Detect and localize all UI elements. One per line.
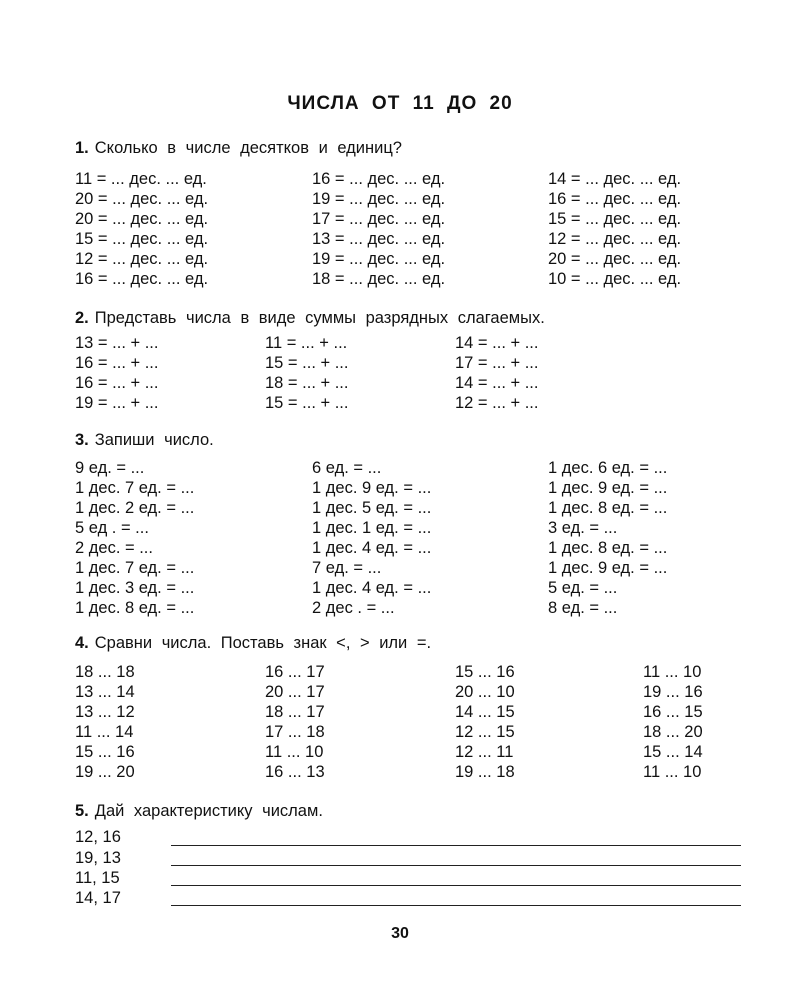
exercise-item: 6 ед. = ...	[312, 459, 382, 477]
exercise-item: 1 дес. 3 ед. = ...	[75, 579, 195, 597]
exercise-item: 5 ед . = ...	[75, 519, 149, 537]
exercise-item: 2 дес . = ...	[312, 599, 395, 617]
exercise-item: 12 = ... дес. ... ед.	[548, 230, 682, 248]
exercise-item: 5 ед. = ...	[548, 579, 618, 597]
exercise-item: 15 ... 14	[643, 743, 703, 761]
exercise-item: 12 ... 15	[455, 723, 515, 741]
exercise-item: 18 = ... + ...	[265, 374, 349, 392]
exercise-item: 19 = ... дес. ... ед.	[312, 250, 446, 268]
exercise-item: 14 = ... дес. ... ед.	[548, 170, 682, 188]
exercise-item: 3 ед. = ...	[548, 519, 618, 537]
task-number: 2.	[75, 309, 89, 327]
exercise-item: 17 ... 18	[265, 723, 325, 741]
exercise-item: 16 = ... дес. ... ед.	[312, 170, 446, 188]
exercise-item: 1 дес. 5 ед. = ...	[312, 499, 432, 517]
exercise-item: 1 дес. 8 ед. = ...	[548, 539, 668, 557]
exercise-item: 11 ... 10	[643, 763, 702, 781]
exercise-item: 1 дес. 8 ед. = ...	[75, 599, 195, 617]
exercise-item: 1 дес. 4 ед. = ...	[312, 579, 432, 597]
task-number: 4.	[75, 634, 89, 652]
task-text: Дай характеристику числам.	[94, 802, 323, 820]
exercise-item: 9 ед. = ...	[75, 459, 145, 477]
exercise-item: 1 дес. 2 ед. = ...	[75, 499, 195, 517]
exercise-item: 20 ... 17	[265, 683, 325, 701]
task-3-heading	[75, 431, 214, 450]
exercise-item: 13 ... 12	[75, 703, 135, 721]
characteristic-numbers: 19, 13	[75, 849, 121, 867]
answer-line[interactable]	[171, 845, 741, 846]
characteristic-numbers: 11, 15	[75, 869, 120, 887]
task-4-heading	[75, 634, 431, 653]
exercise-item: 14 = ... + ...	[455, 374, 539, 392]
exercise-item: 1 дес. 6 ед. = ...	[548, 459, 668, 477]
exercise-item: 12 = ... дес. ... ед.	[75, 250, 209, 268]
exercise-item: 18 ... 20	[643, 723, 703, 741]
exercise-item: 20 = ... дес. ... ед.	[75, 190, 209, 208]
task-number: 5.	[75, 802, 89, 820]
exercise-item: 20 = ... дес. ... ед.	[548, 250, 682, 268]
exercise-item: 14 ... 15	[455, 703, 515, 721]
answer-line[interactable]	[171, 885, 741, 886]
exercise-item: 17 = ... + ...	[455, 354, 539, 372]
exercise-item: 13 = ... + ...	[75, 334, 159, 352]
exercise-item: 1 дес. 9 ед. = ...	[548, 479, 668, 497]
task-number: 1.	[75, 139, 89, 157]
page-number: 30	[391, 925, 409, 942]
exercise-item: 7 ед. = ...	[312, 559, 382, 577]
answer-line[interactable]	[171, 865, 741, 866]
exercise-item: 11 = ... дес. ... ед.	[75, 170, 207, 188]
exercise-item: 1 дес. 9 ед. = ...	[312, 479, 432, 497]
exercise-item: 1 дес. 4 ед. = ...	[312, 539, 432, 557]
exercise-item: 19 = ... дес. ... ед.	[312, 190, 446, 208]
exercise-item: 1 дес. 7 ед. = ...	[75, 479, 195, 497]
exercise-item: 13 ... 14	[75, 683, 135, 701]
exercise-item: 15 ... 16	[75, 743, 135, 761]
task-5-heading	[75, 802, 323, 821]
exercise-item: 18 ... 18	[75, 663, 135, 681]
page-title: ЧИСЛА ОТ 11 ДО 20	[287, 93, 513, 114]
exercise-item: 15 = ... дес. ... ед.	[75, 230, 209, 248]
exercise-item: 19 ... 18	[455, 763, 515, 781]
exercise-item: 10 = ... дес. ... ед.	[548, 270, 682, 288]
exercise-item: 2 дес. = ...	[75, 539, 153, 557]
answer-line[interactable]	[171, 905, 741, 906]
exercise-item: 8 ед. = ...	[548, 599, 618, 617]
exercise-item: 13 = ... дес. ... ед.	[312, 230, 446, 248]
exercise-item: 14 = ... + ...	[455, 334, 539, 352]
exercise-item: 11 ... 10	[643, 663, 702, 681]
task-1-heading	[75, 139, 402, 158]
exercise-item: 20 ... 10	[455, 683, 515, 701]
exercise-item: 11 ... 14	[75, 723, 134, 741]
task-number: 3.	[75, 431, 89, 449]
characteristic-numbers: 12, 16	[75, 828, 121, 846]
exercise-item: 16 ... 15	[643, 703, 703, 721]
exercise-item: 18 = ... дес. ... ед.	[312, 270, 446, 288]
exercise-item: 12 = ... + ...	[455, 394, 539, 412]
task-text: Представь числа в виде суммы разрядных слагаемых.	[94, 309, 545, 327]
exercise-item: 1 дес. 1 ед. = ...	[312, 519, 432, 537]
exercise-item: 16 = ... + ...	[75, 374, 159, 392]
task-text: Сколько в числе десятков и единиц?	[94, 139, 402, 157]
exercise-item: 12 ... 11	[455, 743, 514, 761]
exercise-item: 11 ... 10	[265, 743, 324, 761]
exercise-item: 15 = ... дес. ... ед.	[548, 210, 682, 228]
exercise-item: 19 ... 20	[75, 763, 135, 781]
exercise-item: 16 ... 17	[265, 663, 325, 681]
exercise-item: 11 = ... + ...	[265, 334, 348, 352]
exercise-item: 19 ... 16	[643, 683, 703, 701]
exercise-item: 16 = ... дес. ... ед.	[548, 190, 682, 208]
characteristic-numbers: 14, 17	[75, 889, 121, 907]
exercise-item: 16 ... 13	[265, 763, 325, 781]
exercise-item: 16 = ... дес. ... ед.	[75, 270, 209, 288]
exercise-item: 1 дес. 7 ед. = ...	[75, 559, 195, 577]
exercise-item: 20 = ... дес. ... ед.	[75, 210, 209, 228]
task-text: Запиши число.	[94, 431, 214, 449]
task-text: Сравни числа. Поставь знак <, > или =.	[94, 634, 432, 652]
exercise-item: 1 дес. 9 ед. = ...	[548, 559, 668, 577]
exercise-item: 16 = ... + ...	[75, 354, 159, 372]
exercise-item: 17 = ... дес. ... ед.	[312, 210, 446, 228]
exercise-item: 15 = ... + ...	[265, 354, 349, 372]
exercise-item: 1 дес. 8 ед. = ...	[548, 499, 668, 517]
exercise-item: 15 ... 16	[455, 663, 515, 681]
exercise-item: 15 = ... + ...	[265, 394, 349, 412]
task-2-heading	[75, 309, 545, 328]
exercise-item: 19 = ... + ...	[75, 394, 159, 412]
exercise-item: 18 ... 17	[265, 703, 325, 721]
